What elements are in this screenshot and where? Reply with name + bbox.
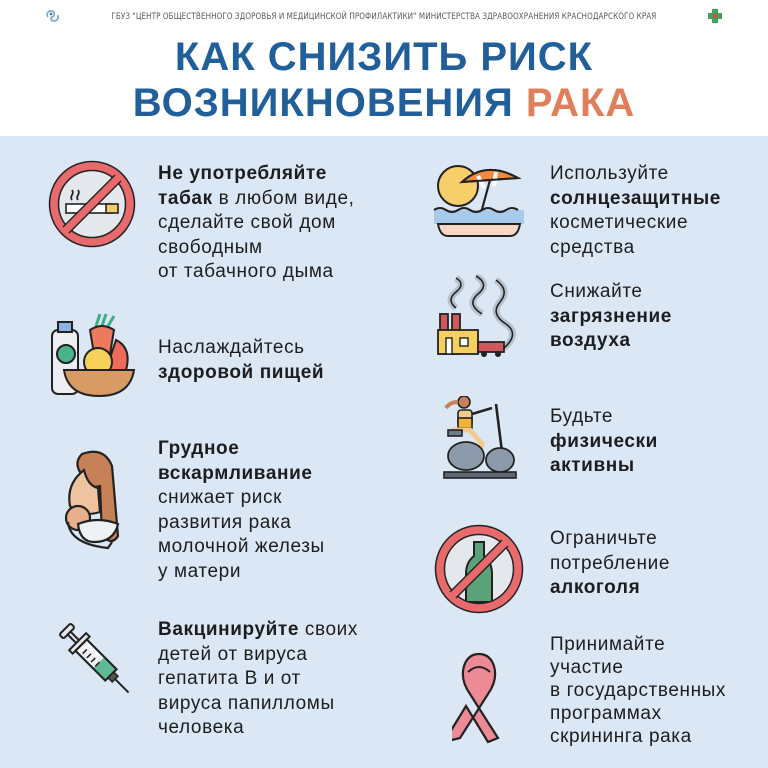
organization-name: ГБУЗ "ЦЕНТР ОБЩЕСТВЕННОГО ЗДОРОВЬЯ И МЕДИЦИНСКОЙ ПРОФИЛАКТИКИ" МИНИСТЕРСТВА ЗДРАВООХРАНЕНИЯ КРАСНОДАРСКОГО КРАЯ — [111, 11, 657, 21]
tip-text: Используйте солнцезащитные косметические средства — [550, 163, 721, 258]
no-smoking-icon — [48, 160, 136, 248]
tip-text: Принимайте участие в государственных программах скрининга рака — [550, 634, 727, 747]
page-title — [0, 34, 768, 126]
exercise-bike-icon — [440, 396, 520, 482]
factory-pollution-icon — [436, 274, 522, 358]
no-alcohol-icon — [434, 524, 524, 614]
breastfeeding-icon — [62, 448, 132, 554]
tip-text: Ограничьте потребление алкоголя — [550, 528, 671, 598]
title-line-2 — [0, 80, 768, 126]
title-line-2-main: ВОЗНИКНОВЕНИЯ — [132, 81, 514, 125]
tip-text: Снижайте загрязнение воздуха — [550, 281, 672, 351]
health-center-logo-icon — [45, 8, 61, 24]
ministry-logo-icon — [707, 8, 723, 24]
awareness-ribbon-icon — [452, 650, 506, 744]
tip-text: Грудное вскармливание снижает риск развития рака молочной железы у матери — [158, 438, 325, 582]
beach-umbrella-sun-icon — [432, 160, 526, 240]
header-bar — [0, 0, 768, 32]
syringe-icon — [50, 614, 142, 706]
tip-text: Вакцинируйте своих детей от вируса гепатита В и от вируса папилломы человека — [158, 619, 358, 738]
tip-text: Не употребляйте табак в любом виде, сделайте свой дом свободным от табачного дыма — [158, 163, 355, 282]
title-accent: РАКА — [525, 81, 636, 125]
healthy-food-icon — [46, 310, 138, 400]
tip-text: Наслаждайтесь здоровой пищей — [158, 337, 325, 383]
tip-text: Будьте физически активны — [550, 406, 658, 476]
title-line-1: КАК СНИЗИТЬ РИСК — [174, 35, 594, 79]
